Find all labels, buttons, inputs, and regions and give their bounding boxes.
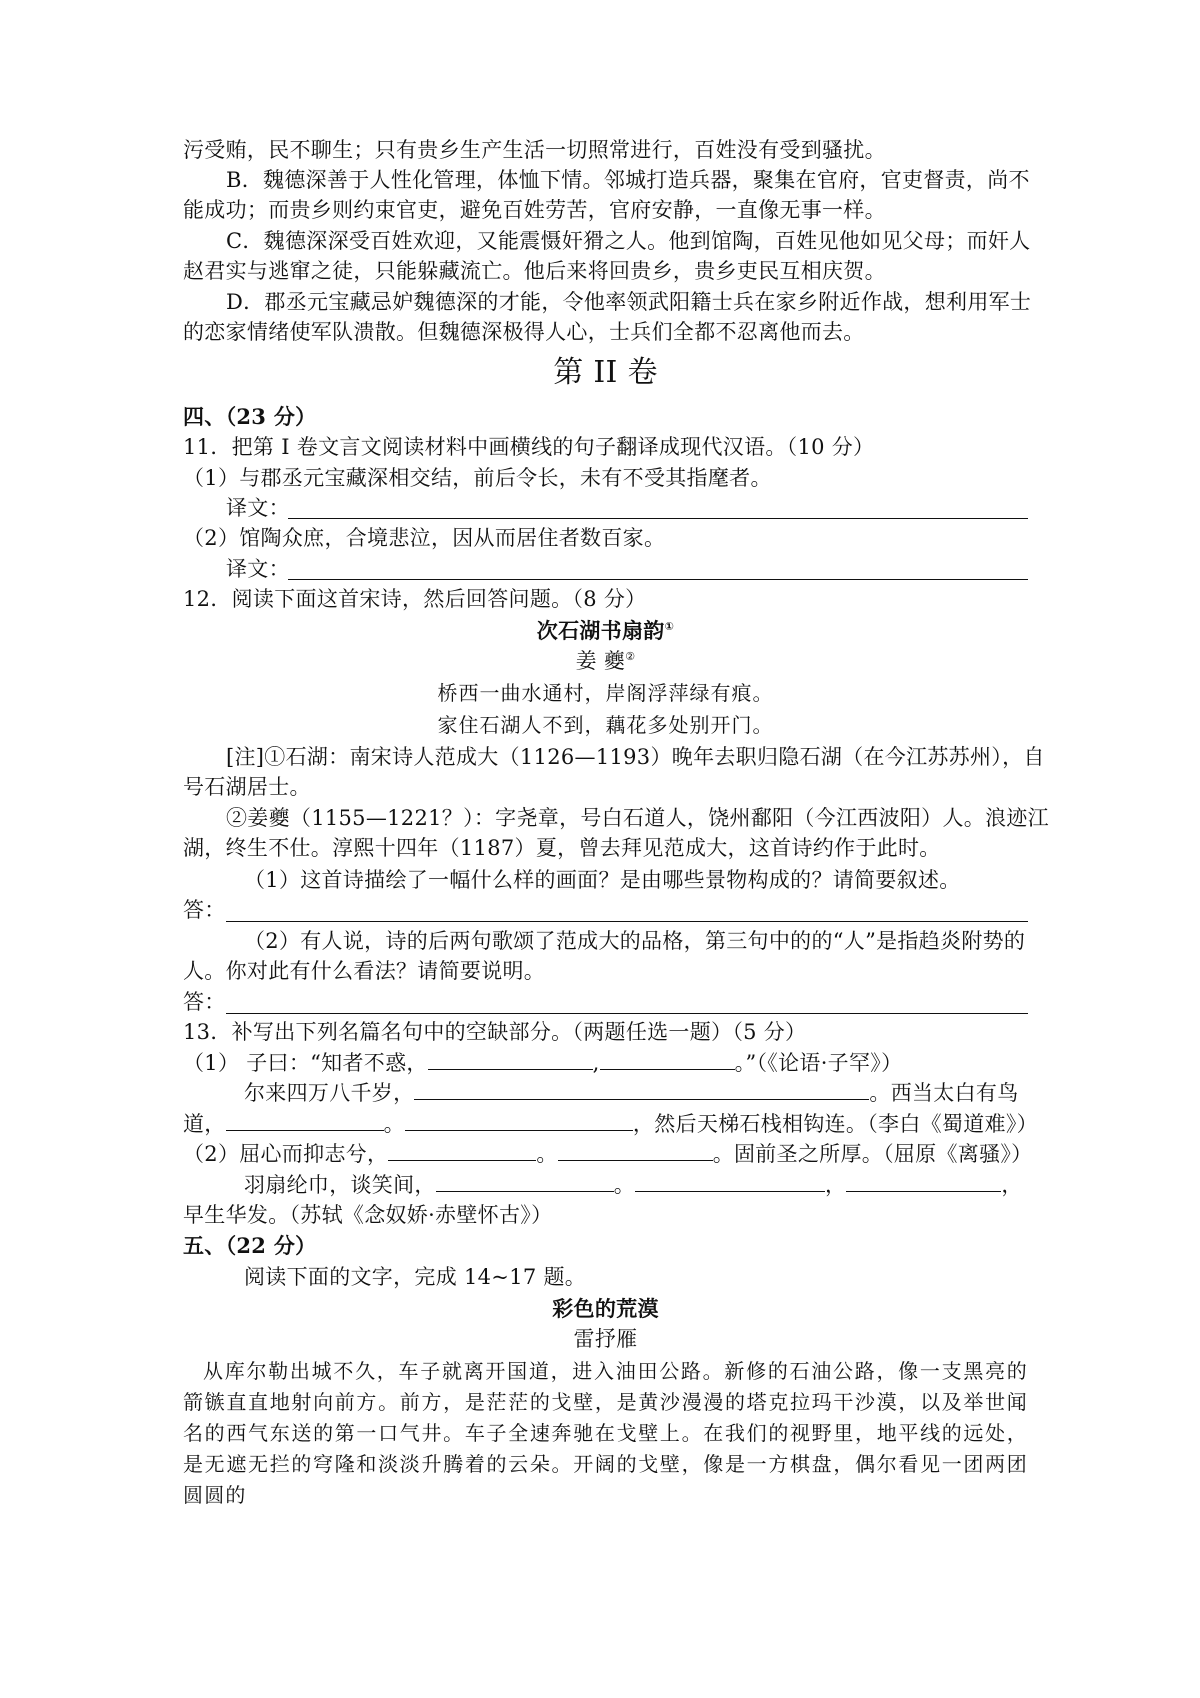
q12-part2-line1: （2）有人说，诗的后两句歌颂了范成大的品格，第三句中的的“人”是指趋炎附势的 bbox=[244, 929, 1026, 953]
q13-1-line2 bbox=[244, 1078, 1028, 1108]
q12-prompt: 12．阅读下面这首宋诗，然后回答问题。（8 分） bbox=[183, 587, 647, 611]
q11-translate-label-1: 译文： bbox=[226, 496, 290, 520]
note1-line1: [注]①石湖：南宋诗人范成大（1126—1193）晚年去职归隐石湖（在今江苏苏州），自 bbox=[226, 745, 1045, 769]
q13-1-line1 bbox=[183, 1048, 1028, 1078]
option-b-line2: 能成功；而贵乡则约束官吏，避免百姓劳苦，官府安静，一直像无事一样。 bbox=[183, 198, 886, 222]
section5-title: 五、（22 分） bbox=[183, 1233, 317, 1258]
article-paragraph-1: 从库尔勒出城不久，车子就离开国道，进入油田公路。新修的石油公路，像一支黑亮的箭镞直直地射向前方。前方，是茫茫的戈壁，是黄沙漫漫的塔克拉玛干沙漠，以及举世闻名的西气东送的第一口气井。车子全速奔驰在戈壁上。在我们的视野里，地平线的远处，是无遮无拦的穹隆和淡淡升腾着的云朵。开阔的戈壁，像是一方棋盘，偶尔看见一团两团圆圆的 bbox=[183, 1359, 1028, 1507]
q13-blank-5[interactable] bbox=[405, 1110, 633, 1131]
q13-1a-pre: （1） 子曰：“知者不惑， bbox=[183, 1051, 428, 1075]
q13-1b-post: 。西当太白有鸟 bbox=[869, 1081, 1019, 1105]
poem-author-footnote-mark: ② bbox=[625, 650, 636, 663]
note2-line2: 湖，终生不仕。淳熙十四年（1187）夏，曾去拜见范成大，这首诗约作于此时。 bbox=[183, 836, 941, 860]
article-author: 雷抒雁 bbox=[573, 1327, 638, 1351]
q11-item1: （1）与郡丞元宝藏深相交结，前后令长，未有不受其指麾者。 bbox=[183, 466, 772, 490]
q13-2-line1 bbox=[183, 1139, 1033, 1169]
q13-blank-8[interactable] bbox=[436, 1171, 614, 1192]
poem-author-text: 姜 夔 bbox=[575, 649, 626, 673]
q13-prompt: 13．补写出下列名篇名句中的空缺部分。（两题任选一题）（5 分） bbox=[183, 1020, 807, 1044]
q13-2b-mid2: ， bbox=[825, 1173, 847, 1197]
option-c-line2: 赵君实与逃窜之徒，只能躲藏流亡。他后来将回贵乡，贵乡吏民互相庆贺。 bbox=[183, 259, 886, 283]
q13-2b-pre: 羽扇纶巾，谈笑间， bbox=[244, 1173, 436, 1197]
q13-2a-post: 。固前圣之所厚。（屈原《离骚》） bbox=[712, 1142, 1033, 1166]
q13-blank-9[interactable] bbox=[635, 1171, 825, 1192]
option-d-line1: D．郡丞元宝藏忌妒魏德深的才能，令他率领武阳籍士兵在家乡附近作战，想利用军士 bbox=[226, 290, 1032, 314]
option-a-tail: 污受贿，民不聊生；只有贵乡生产生活一切照常进行，百姓没有受到骚扰。 bbox=[183, 138, 886, 162]
q11-answer-line-1[interactable] bbox=[288, 517, 1028, 519]
q13-blank-10[interactable] bbox=[846, 1171, 1001, 1192]
q13-1b-pre: 尔来四万八千岁， bbox=[244, 1081, 415, 1105]
q13-2b-mid1: 。 bbox=[613, 1173, 636, 1197]
note2-line1: ②姜夔（1155—1221？）：字尧章，号白石道人，饶州鄱阳（今江西波阳）人。浪迹江 bbox=[226, 806, 1049, 830]
volume-title: 第 II 卷 bbox=[553, 355, 658, 390]
q13-1c-mid: 。 bbox=[383, 1112, 405, 1136]
q11-translate-label-2: 译文： bbox=[226, 557, 290, 581]
option-b-line1: B．魏德深善于人性化管理，体恤下情。邻城打造兵器，聚集在官府，官吏督责，尚不 bbox=[226, 168, 1030, 192]
q11-prompt: 11．把第 I 卷文言文阅读材料中画横线的句子翻译成现代汉语。（10 分） bbox=[183, 435, 875, 459]
q12-answer-line-1[interactable] bbox=[226, 920, 1028, 922]
q13-blank-2[interactable] bbox=[600, 1049, 735, 1070]
q13-blank-1[interactable] bbox=[428, 1049, 593, 1070]
q12-part2-line2: 人。你对此有什么看法？请简要说明。 bbox=[183, 959, 546, 983]
q13-1-line3 bbox=[183, 1109, 1038, 1139]
q11-answer-line-2[interactable] bbox=[288, 578, 1028, 580]
poem-author bbox=[183, 646, 1028, 676]
note1-line2: 号石湖居士。 bbox=[183, 775, 311, 799]
q12-answer-label-2: 答： bbox=[183, 990, 226, 1014]
q13-blank-4[interactable] bbox=[226, 1110, 384, 1131]
q13-blank-6[interactable] bbox=[388, 1140, 536, 1161]
q13-2b-post: ， bbox=[1001, 1173, 1023, 1197]
q13-2-line2 bbox=[244, 1170, 1028, 1200]
q13-blank-3[interactable] bbox=[414, 1079, 869, 1100]
poem-line-1: 桥西一曲水通村，岸阁浮萍绿有痕。 bbox=[437, 681, 774, 705]
q13-blank-7[interactable] bbox=[558, 1140, 713, 1161]
poem-title-text: 次石湖书扇韵 bbox=[536, 619, 665, 643]
q12-part1: （1）这首诗描绘了一幅什么样的画面？是由哪些景物构成的？请简要叙述。 bbox=[244, 868, 961, 892]
poem-line-2: 家住石湖人不到，藕花多处别开门。 bbox=[437, 713, 774, 737]
q12-answer-label-1: 答： bbox=[183, 898, 226, 922]
q13-2a-mid: 。 bbox=[536, 1142, 558, 1166]
q13-2a-pre: （2）屈心而抑志兮， bbox=[183, 1142, 389, 1166]
section4-title: 四、（23 分） bbox=[183, 404, 317, 429]
q13-1c-post: ，然后天梯石栈相钩连。（李白《蜀道难》） bbox=[632, 1112, 1038, 1136]
option-c-line1: C．魏德深深受百姓欢迎，又能震慑奸猾之人。他到馆陶，百姓见他如见父母；而奸人 bbox=[226, 229, 1031, 253]
q13-1a-mid: , bbox=[592, 1051, 600, 1075]
poem-title-footnote-mark: ① bbox=[664, 620, 675, 633]
q13-1a-post: 。”（《论语·子罕》） bbox=[734, 1051, 903, 1075]
q12-answer-line-2[interactable] bbox=[226, 1012, 1028, 1014]
q11-item2: （2）馆陶众庶，合境悲泣，因从而居住者数百家。 bbox=[183, 526, 666, 550]
article-title: 彩色的荒漠 bbox=[552, 1297, 659, 1321]
q13-2-line3: 早生华发。（苏轼《念奴娇·赤壁怀古》） bbox=[183, 1203, 553, 1227]
poem-title bbox=[183, 616, 1028, 646]
q13-1c-pre: 道， bbox=[183, 1112, 226, 1136]
option-d-line2: 的恋家情绪使军队溃散。但魏德深极得人心，士兵们全都不忍离他而去。 bbox=[183, 320, 865, 344]
section5-intro: 阅读下面的文字，完成 14~17 题。 bbox=[244, 1265, 587, 1289]
